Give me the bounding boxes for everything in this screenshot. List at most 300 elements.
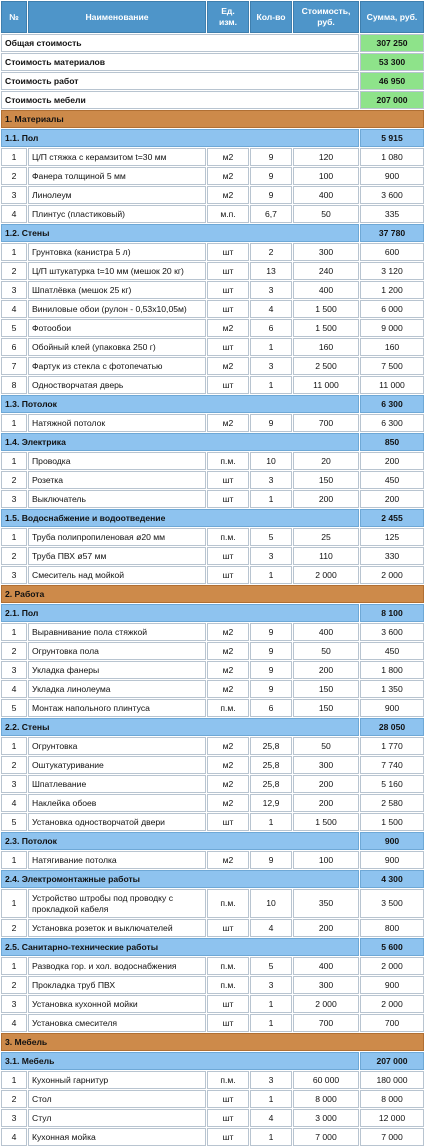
table-row xyxy=(1,1071,424,1089)
row-quantity: 3 xyxy=(250,1071,292,1089)
row-name: Проводка xyxy=(28,452,206,470)
row-price: 400 xyxy=(293,957,359,975)
row-name: Шпатлёвка (мешок 25 кг) xyxy=(28,281,206,299)
row-number: 5 xyxy=(1,319,27,337)
subsection-sum: 8 100 xyxy=(360,604,424,622)
total-row-materials xyxy=(1,53,424,71)
row-name: Огрунтовка пола xyxy=(28,642,206,660)
subsection-title: 2.2. Стены xyxy=(1,718,359,736)
table-row xyxy=(1,167,424,185)
section-title: 2. Работа xyxy=(1,585,424,603)
row-price: 120 xyxy=(293,148,359,166)
row-number: 3 xyxy=(1,995,27,1013)
subsection-sum: 4 300 xyxy=(360,870,424,888)
table-row xyxy=(1,452,424,470)
row-quantity: 9 xyxy=(250,167,292,185)
total-label: Общая стоимость xyxy=(1,34,359,52)
subsection-sum: 6 300 xyxy=(360,395,424,413)
row-price: 1 500 xyxy=(293,813,359,831)
row-name: Установка розеток и выключателей xyxy=(28,919,206,937)
subsection-title: 1.1. Пол xyxy=(1,129,359,147)
row-number: 4 xyxy=(1,1128,27,1146)
row-sum: 2 000 xyxy=(360,995,424,1013)
table-row xyxy=(1,186,424,204)
row-name: Шпатлевание xyxy=(28,775,206,793)
row-number: 2 xyxy=(1,642,27,660)
row-name: Стол xyxy=(28,1090,206,1108)
total-value: 46 950 xyxy=(360,72,424,90)
row-quantity: 1 xyxy=(250,995,292,1013)
row-unit: шт xyxy=(207,1090,249,1108)
row-unit: п.м. xyxy=(207,957,249,975)
row-name: Разводка гор. и хол. водоснабжения xyxy=(28,957,206,975)
row-name: Одностворчатая дверь xyxy=(28,376,206,394)
row-name: Установка кухонной мойки xyxy=(28,995,206,1013)
row-name: Оштукатуривание xyxy=(28,756,206,774)
row-number: 1 xyxy=(1,528,27,546)
row-name: Кухонная мойка xyxy=(28,1128,206,1146)
section-title: 3. Мебель xyxy=(1,1033,424,1051)
row-sum: 7 500 xyxy=(360,357,424,375)
row-name: Обойный клей (упаковка 250 г) xyxy=(28,338,206,356)
row-name: Смеситель над мойкой xyxy=(28,566,206,584)
row-quantity: 9 xyxy=(250,642,292,660)
row-unit: п.м. xyxy=(207,452,249,470)
row-quantity: 3 xyxy=(250,547,292,565)
row-price: 20 xyxy=(293,452,359,470)
row-sum: 800 xyxy=(360,919,424,937)
row-price: 8 000 xyxy=(293,1090,359,1108)
row-unit: п.м. xyxy=(207,699,249,717)
row-quantity: 1 xyxy=(250,490,292,508)
row-quantity: 25,8 xyxy=(250,775,292,793)
row-price: 350 xyxy=(293,889,359,918)
table-row xyxy=(1,148,424,166)
row-sum: 11 000 xyxy=(360,376,424,394)
row-quantity: 3 xyxy=(250,357,292,375)
subsection-row xyxy=(1,129,424,147)
row-sum: 330 xyxy=(360,547,424,565)
row-quantity: 4 xyxy=(250,300,292,318)
row-quantity: 1 xyxy=(250,1014,292,1032)
section-row xyxy=(1,110,424,128)
table-row xyxy=(1,319,424,337)
row-sum: 12 000 xyxy=(360,1109,424,1127)
total-row-furniture xyxy=(1,91,424,109)
row-unit: шт xyxy=(207,1014,249,1032)
row-number: 4 xyxy=(1,300,27,318)
row-number: 4 xyxy=(1,680,27,698)
row-sum: 900 xyxy=(360,167,424,185)
subsection-sum: 2 455 xyxy=(360,509,424,527)
header-number: № xyxy=(1,1,27,33)
table-row xyxy=(1,919,424,937)
row-unit: шт xyxy=(207,995,249,1013)
row-sum: 2 000 xyxy=(360,566,424,584)
row-sum: 335 xyxy=(360,205,424,223)
row-number: 2 xyxy=(1,547,27,565)
row-name: Грунтовка (канистра 5 л) xyxy=(28,243,206,261)
table-row xyxy=(1,1014,424,1032)
row-sum: 5 160 xyxy=(360,775,424,793)
table-row xyxy=(1,775,424,793)
row-quantity: 9 xyxy=(250,680,292,698)
row-price: 400 xyxy=(293,186,359,204)
row-sum: 3 600 xyxy=(360,186,424,204)
subsection-sum: 28 050 xyxy=(360,718,424,736)
row-sum: 1 200 xyxy=(360,281,424,299)
header-unit: Ед. изм. xyxy=(207,1,249,33)
row-unit: м2 xyxy=(207,357,249,375)
row-quantity: 9 xyxy=(250,186,292,204)
row-quantity: 3 xyxy=(250,281,292,299)
row-sum: 900 xyxy=(360,976,424,994)
total-value: 53 300 xyxy=(360,53,424,71)
row-price: 2 000 xyxy=(293,566,359,584)
table-row xyxy=(1,262,424,280)
row-sum: 8 000 xyxy=(360,1090,424,1108)
table-row xyxy=(1,995,424,1013)
row-sum: 1 770 xyxy=(360,737,424,755)
row-quantity: 25,8 xyxy=(250,737,292,755)
row-price: 400 xyxy=(293,281,359,299)
table-row xyxy=(1,414,424,432)
row-name: Ц/П штукатурка t=10 мм (мешок 20 кг) xyxy=(28,262,206,280)
table-row xyxy=(1,357,424,375)
row-unit: шт xyxy=(207,490,249,508)
row-number: 1 xyxy=(1,957,27,975)
row-price: 1 500 xyxy=(293,319,359,337)
row-unit: м2 xyxy=(207,167,249,185)
table-row xyxy=(1,281,424,299)
header-row xyxy=(1,1,424,33)
row-number: 2 xyxy=(1,471,27,489)
row-number: 1 xyxy=(1,737,27,755)
row-unit: м2 xyxy=(207,737,249,755)
row-price: 3 000 xyxy=(293,1109,359,1127)
row-name: Натяжной потолок xyxy=(28,414,206,432)
row-number: 7 xyxy=(1,357,27,375)
row-name: Натягивание потолка xyxy=(28,851,206,869)
row-number: 2 xyxy=(1,1090,27,1108)
row-price: 200 xyxy=(293,775,359,793)
row-price: 2 500 xyxy=(293,357,359,375)
row-quantity: 1 xyxy=(250,376,292,394)
row-unit: шт xyxy=(207,243,249,261)
subsection-row xyxy=(1,433,424,451)
row-number: 6 xyxy=(1,338,27,356)
row-name: Устройство штробы под проводку с прокладкой кабеля xyxy=(28,889,206,918)
row-quantity: 10 xyxy=(250,889,292,918)
row-sum: 180 000 xyxy=(360,1071,424,1089)
row-quantity: 6,7 xyxy=(250,205,292,223)
row-price: 160 xyxy=(293,338,359,356)
row-price: 300 xyxy=(293,756,359,774)
row-sum: 450 xyxy=(360,642,424,660)
row-name: Выключатель xyxy=(28,490,206,508)
table-row xyxy=(1,756,424,774)
row-quantity: 4 xyxy=(250,919,292,937)
row-price: 50 xyxy=(293,205,359,223)
row-sum: 3 120 xyxy=(360,262,424,280)
row-price: 300 xyxy=(293,243,359,261)
row-name: Труба ПВХ ø57 мм xyxy=(28,547,206,565)
subsection-row xyxy=(1,509,424,527)
row-unit: п.м. xyxy=(207,1071,249,1089)
row-price: 100 xyxy=(293,167,359,185)
table-row xyxy=(1,471,424,489)
table-row xyxy=(1,794,424,812)
row-name: Кухонный гарнитур xyxy=(28,1071,206,1089)
row-name: Укладка линолеума xyxy=(28,680,206,698)
row-sum: 1 800 xyxy=(360,661,424,679)
row-number: 5 xyxy=(1,699,27,717)
row-price: 150 xyxy=(293,680,359,698)
row-unit: шт xyxy=(207,281,249,299)
row-sum: 700 xyxy=(360,1014,424,1032)
subsection-row xyxy=(1,832,424,850)
row-unit: м2 xyxy=(207,319,249,337)
row-sum: 125 xyxy=(360,528,424,546)
subsection-sum: 207 000 xyxy=(360,1052,424,1070)
row-number: 4 xyxy=(1,1014,27,1032)
row-sum: 9 000 xyxy=(360,319,424,337)
row-price: 400 xyxy=(293,623,359,641)
row-sum: 7 740 xyxy=(360,756,424,774)
row-number: 3 xyxy=(1,490,27,508)
table-row xyxy=(1,547,424,565)
row-quantity: 6 xyxy=(250,699,292,717)
table-row xyxy=(1,338,424,356)
table-row xyxy=(1,699,424,717)
subsection-title: 2.5. Санитарно-технические работы xyxy=(1,938,359,956)
row-price: 7 000 xyxy=(293,1128,359,1146)
row-sum: 2 580 xyxy=(360,794,424,812)
subsection-sum: 900 xyxy=(360,832,424,850)
row-number: 2 xyxy=(1,167,27,185)
row-price: 700 xyxy=(293,1014,359,1032)
row-price: 50 xyxy=(293,737,359,755)
row-quantity: 25,8 xyxy=(250,756,292,774)
row-quantity: 1 xyxy=(250,338,292,356)
row-price: 200 xyxy=(293,490,359,508)
subsection-row xyxy=(1,938,424,956)
table-row xyxy=(1,1090,424,1108)
row-quantity: 9 xyxy=(250,623,292,641)
row-name: Фартук из стекла с фотопечатью xyxy=(28,357,206,375)
row-number: 4 xyxy=(1,205,27,223)
row-name: Труба полипропиленовая ø20 мм xyxy=(28,528,206,546)
row-price: 2 000 xyxy=(293,995,359,1013)
row-sum: 900 xyxy=(360,851,424,869)
row-sum: 1 500 xyxy=(360,813,424,831)
row-price: 1 500 xyxy=(293,300,359,318)
row-number: 3 xyxy=(1,186,27,204)
row-number: 2 xyxy=(1,756,27,774)
row-name: Выравнивание пола стяжкой xyxy=(28,623,206,641)
row-unit: п.м. xyxy=(207,889,249,918)
row-number: 1 xyxy=(1,452,27,470)
table-row xyxy=(1,851,424,869)
row-name: Монтаж напольного плинтуса xyxy=(28,699,206,717)
row-unit: шт xyxy=(207,547,249,565)
subsection-title: 2.1. Пол xyxy=(1,604,359,622)
row-number: 3 xyxy=(1,566,27,584)
row-name: Фанера толщиной 5 мм xyxy=(28,167,206,185)
row-price: 25 xyxy=(293,528,359,546)
row-unit: п.м. xyxy=(207,976,249,994)
total-row-works xyxy=(1,72,424,90)
header-price: Стоимость, руб. xyxy=(293,1,359,33)
row-quantity: 1 xyxy=(250,1128,292,1146)
row-sum: 2 000 xyxy=(360,957,424,975)
row-name: Установка одностворчатой двери xyxy=(28,813,206,831)
row-price: 200 xyxy=(293,919,359,937)
row-quantity: 1 xyxy=(250,566,292,584)
row-quantity: 9 xyxy=(250,851,292,869)
table-row xyxy=(1,957,424,975)
row-number: 2 xyxy=(1,262,27,280)
row-unit: м2 xyxy=(207,756,249,774)
row-quantity: 3 xyxy=(250,471,292,489)
table-row xyxy=(1,623,424,641)
row-number: 3 xyxy=(1,775,27,793)
row-number: 4 xyxy=(1,794,27,812)
row-quantity: 5 xyxy=(250,957,292,975)
subsection-sum: 850 xyxy=(360,433,424,451)
row-price: 110 xyxy=(293,547,359,565)
table-row xyxy=(1,976,424,994)
table-row xyxy=(1,661,424,679)
row-unit: м2 xyxy=(207,661,249,679)
subsection-row xyxy=(1,395,424,413)
table-row xyxy=(1,1128,424,1146)
row-quantity: 5 xyxy=(250,528,292,546)
row-unit: шт xyxy=(207,262,249,280)
row-number: 2 xyxy=(1,919,27,937)
subsection-row xyxy=(1,870,424,888)
row-price: 200 xyxy=(293,661,359,679)
subsection-row xyxy=(1,718,424,736)
table-body xyxy=(1,34,424,1146)
table-row xyxy=(1,566,424,584)
subsection-sum: 5 915 xyxy=(360,129,424,147)
row-unit: шт xyxy=(207,919,249,937)
row-quantity: 9 xyxy=(250,661,292,679)
header-sum: Сумма, руб. xyxy=(360,1,424,33)
row-unit: шт xyxy=(207,1128,249,1146)
total-value: 207 000 xyxy=(360,91,424,109)
row-sum: 1 080 xyxy=(360,148,424,166)
row-number: 1 xyxy=(1,414,27,432)
row-unit: п.м. xyxy=(207,528,249,546)
row-unit: шт xyxy=(207,471,249,489)
section-title: 1. Материалы xyxy=(1,110,424,128)
row-number: 8 xyxy=(1,376,27,394)
row-sum: 7 000 xyxy=(360,1128,424,1146)
subsection-title: 1.5. Водоснабжение и водоотведение xyxy=(1,509,359,527)
table-row xyxy=(1,642,424,660)
row-unit: м2 xyxy=(207,186,249,204)
table-row xyxy=(1,243,424,261)
row-unit: м2 xyxy=(207,794,249,812)
row-number: 1 xyxy=(1,148,27,166)
header-name: Наименование xyxy=(28,1,206,33)
row-number: 3 xyxy=(1,1109,27,1127)
subsection-title: 1.3. Потолок xyxy=(1,395,359,413)
row-unit: м2 xyxy=(207,680,249,698)
table-row xyxy=(1,889,424,918)
subsection-sum: 37 780 xyxy=(360,224,424,242)
row-price: 150 xyxy=(293,699,359,717)
row-quantity: 3 xyxy=(250,976,292,994)
subsection-title: 2.4. Электромонтажные работы xyxy=(1,870,359,888)
row-sum: 3 500 xyxy=(360,889,424,918)
row-name: Стул xyxy=(28,1109,206,1127)
table-row xyxy=(1,1109,424,1127)
row-quantity: 1 xyxy=(250,813,292,831)
row-name: Наклейка обоев xyxy=(28,794,206,812)
row-number: 1 xyxy=(1,1071,27,1089)
table-row xyxy=(1,490,424,508)
row-unit: м2 xyxy=(207,623,249,641)
total-row-overall xyxy=(1,34,424,52)
row-name: Установка смесителя xyxy=(28,1014,206,1032)
row-sum: 200 xyxy=(360,452,424,470)
row-unit: шт xyxy=(207,338,249,356)
row-name: Розетка xyxy=(28,471,206,489)
total-label: Стоимость работ xyxy=(1,72,359,90)
row-name: Плинтус (пластиковый) xyxy=(28,205,206,223)
row-unit: м2 xyxy=(207,775,249,793)
row-name: Виниловые обои (рулон - 0,53х10,05м) xyxy=(28,300,206,318)
row-sum: 600 xyxy=(360,243,424,261)
subsection-row xyxy=(1,224,424,242)
row-sum: 160 xyxy=(360,338,424,356)
row-unit: м2 xyxy=(207,851,249,869)
row-quantity: 4 xyxy=(250,1109,292,1127)
section-row xyxy=(1,585,424,603)
table-row xyxy=(1,300,424,318)
row-price: 700 xyxy=(293,414,359,432)
row-sum: 200 xyxy=(360,490,424,508)
table-row xyxy=(1,205,424,223)
row-unit: шт xyxy=(207,813,249,831)
row-price: 11 000 xyxy=(293,376,359,394)
row-price: 200 xyxy=(293,794,359,812)
subsection-title: 1.2. Стены xyxy=(1,224,359,242)
row-quantity: 10 xyxy=(250,452,292,470)
total-label: Стоимость материалов xyxy=(1,53,359,71)
row-sum: 3 600 xyxy=(360,623,424,641)
table-row xyxy=(1,680,424,698)
subsection-title: 1.4. Электрика xyxy=(1,433,359,451)
row-unit: шт xyxy=(207,566,249,584)
subsection-sum: 5 600 xyxy=(360,938,424,956)
subsection-title: 2.3. Потолок xyxy=(1,832,359,850)
row-name: Прокладка труб ПВХ xyxy=(28,976,206,994)
row-sum: 6 000 xyxy=(360,300,424,318)
row-quantity: 9 xyxy=(250,148,292,166)
row-quantity: 13 xyxy=(250,262,292,280)
row-name: Ц/П стяжка с керамзитом t=30 мм xyxy=(28,148,206,166)
row-quantity: 2 xyxy=(250,243,292,261)
row-quantity: 9 xyxy=(250,414,292,432)
row-quantity: 12,9 xyxy=(250,794,292,812)
row-unit: шт xyxy=(207,300,249,318)
row-sum: 900 xyxy=(360,699,424,717)
row-number: 1 xyxy=(1,623,27,641)
